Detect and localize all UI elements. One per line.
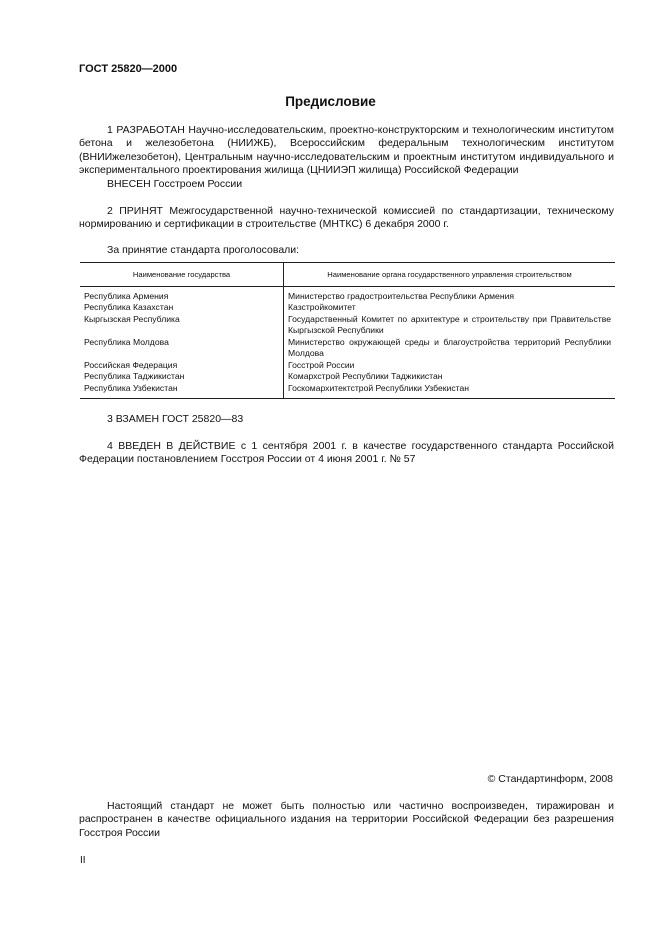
state-cell: Кыргызская Республика <box>80 314 284 337</box>
organ-cell: Государственный Комитет по архитектуре и строительству при Правительстве Кыргызской Республики <box>288 313 611 335</box>
organ-cell: Госкомархитектстрой Республики Узбекистан <box>288 382 469 393</box>
state-cell: Республика Казахстан <box>80 302 284 314</box>
state-cell: Республика Таджикистан <box>80 371 284 383</box>
table-row <box>80 337 615 360</box>
page-title: Предисловие <box>285 94 376 109</box>
table-row <box>80 314 615 337</box>
table-row <box>80 383 615 399</box>
reproduction-notice <box>79 800 614 840</box>
column-header-state: Наименование государства <box>80 263 284 287</box>
paragraph-effective <box>79 440 614 467</box>
voting-states-table <box>80 262 615 399</box>
state-cell: Республика Молдова <box>80 337 284 360</box>
table-header-row <box>80 263 615 287</box>
paragraph-text: 4 ВВЕДЕН В ДЕЙСТВИЕ с 1 сентября 2001 г. в качестве государственного стандарта Российской Федерации постановлением Госстроя России от 4 июня 2001 г. № 57 <box>79 440 614 466</box>
paragraph-text: 1 РАЗРАБОТАН Научно-исследовательским, проектно-конструкторским и технологическим институтом бетона и железобетона (НИИЖБ), Всероссийским федеральным технологическим институтом (ВНИИжелезобетон), Центральным научно-исследовательским и проектным институтом индивидуального и экспериментального проектирования жилища (ЦНИИЭП жилища) Российской Федерации <box>79 124 614 177</box>
column-header-organ: Наименование органа государственного управления строительством <box>284 263 616 287</box>
document-id: ГОСТ 25820—2000 <box>79 63 178 75</box>
organ-cell: Госстрой России <box>288 359 355 370</box>
paragraph-text: ВНЕСЕН Госстроем России <box>107 177 243 190</box>
table-row <box>80 360 615 372</box>
paragraph-adopted <box>79 205 614 232</box>
vote-intro: За принятие стандарта проголосовали: <box>107 244 300 256</box>
paragraph-text: 3 ВЗАМЕН ГОСТ 25820—83 <box>107 413 244 425</box>
copyright-notice: © Стандартинформ, 2008 <box>487 773 613 785</box>
organ-cell: Комархстрой Республики Таджикистан <box>288 371 443 381</box>
organ-cell: Министерство градостроительства Республики Армения <box>288 290 515 301</box>
table-row <box>80 371 615 383</box>
page-number: II <box>80 855 86 866</box>
paragraph-text: Настоящий стандарт не может быть полностью или частично воспроизведен, тиражирован и распространен в качестве официального издания на территории Российской Федерации без разрешения Госстроя России <box>79 800 614 839</box>
paragraph-text: 2 ПРИНЯТ Межгосударственной научно-технической комиссией по стандартизации, техническому нормированию и сертификации в строительстве (МНТКС) 6 декабря 2000 г. <box>79 205 614 231</box>
table-row <box>80 302 615 314</box>
state-cell: Российская Федерация <box>80 360 284 372</box>
organ-cell: Министерство окружающей среды и благоустройства территорий Республики Молдова <box>288 336 611 358</box>
paragraph-developed <box>79 124 614 191</box>
paragraph-replaces <box>79 413 614 426</box>
organ-cell: Казстройкомитет <box>288 302 356 312</box>
table-row <box>80 286 615 302</box>
state-cell: Республика Узбекистан <box>80 383 284 399</box>
state-cell: Республика Армения <box>80 286 284 302</box>
